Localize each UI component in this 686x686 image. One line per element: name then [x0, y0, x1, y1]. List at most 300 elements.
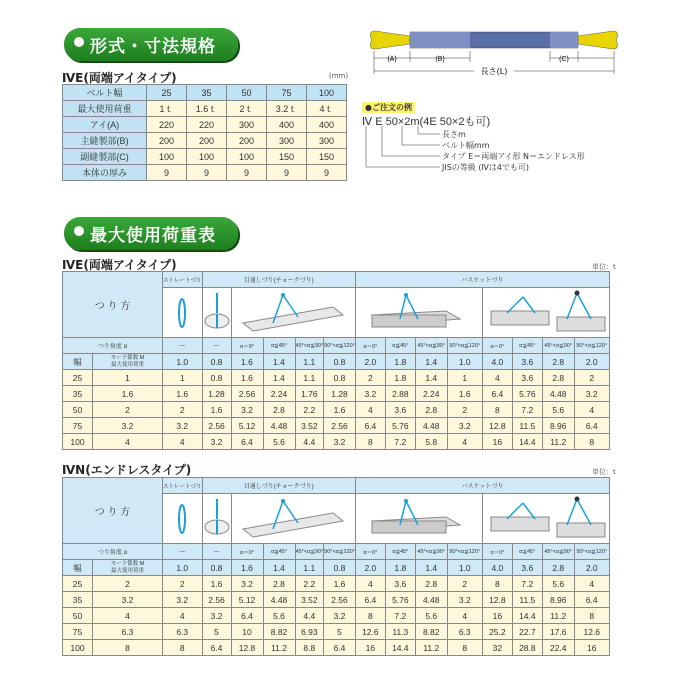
load-cell: 16 — [574, 640, 609, 656]
load-cell: 10 — [231, 624, 263, 640]
label-l: 長さ(L) — [480, 67, 508, 76]
load-cell: 2.8 — [263, 576, 295, 592]
basket-illustration-2 — [482, 288, 609, 338]
choke-sling-icon — [203, 289, 231, 335]
angle-cell: 90°<α≦120° — [574, 544, 609, 560]
angle-cell: — — [202, 338, 231, 354]
mode-cell: 2.0 — [574, 354, 609, 370]
table-e-unit: 単位：t — [592, 263, 616, 271]
spec-cell: 3.2ｔ — [267, 101, 307, 117]
load-cell: 1.8 — [385, 370, 415, 386]
mode-cell: 3.6 — [512, 354, 542, 370]
mode-cell: 2.8 — [542, 354, 574, 370]
load-cell: 8.82 — [415, 624, 447, 640]
load-cell: 7.2 — [385, 434, 415, 450]
load-cell: 1.28 — [324, 386, 356, 402]
spec-cell: 220 — [187, 117, 227, 133]
table-row — [63, 624, 610, 640]
load-cell: 32 — [482, 640, 512, 656]
choke-illustration-2 — [231, 494, 355, 544]
table-row — [63, 418, 610, 434]
load-cell: 1.6 — [324, 576, 356, 592]
mode-cell: 1.0 — [163, 560, 203, 576]
mode-cell: 1.8 — [385, 354, 415, 370]
spec-row-label: ベルト幅 — [63, 85, 147, 101]
spec-row-label: 副縫製部(C) — [63, 149, 147, 165]
spec-cell: 400 — [307, 117, 347, 133]
spec-header-row — [63, 85, 347, 101]
width-cell: 35 — [63, 386, 93, 402]
table-e-title: ⅣE(両端アイタイプ) — [62, 258, 177, 272]
load-cell: 2.56 — [231, 386, 263, 402]
mode-cell: 1.8 — [385, 560, 415, 576]
spec-cell: 100 — [227, 149, 267, 165]
mode-cell: 1.4 — [415, 560, 447, 576]
load-cell: 2.8 — [415, 576, 447, 592]
load-cell: 2.56 — [202, 592, 231, 608]
load-cell: 5.6 — [542, 576, 574, 592]
width-cell: 50 — [63, 402, 93, 418]
load-cell: 12.8 — [231, 640, 263, 656]
load-cell: 8.82 — [263, 624, 295, 640]
spec-row-label: 主縫製部(B) — [63, 133, 147, 149]
label-b: (B) — [435, 56, 445, 63]
load-cell: 1 — [163, 370, 203, 386]
load-cell: 11.2 — [542, 608, 574, 624]
width-cell: 25 — [63, 576, 93, 592]
load-cell: 0.8 — [324, 370, 356, 386]
label-c: (C) — [559, 56, 569, 63]
load-cell: 5.12 — [231, 418, 263, 434]
spec-row-label: アイ(A) — [63, 117, 147, 133]
header-row-top — [63, 272, 610, 288]
load-cell: 2 — [447, 576, 482, 592]
spec-cell: 200 — [147, 133, 187, 149]
load-cell: 11.2 — [263, 640, 295, 656]
table-n-title: ⅣN(エンドレスタイプ) — [62, 463, 192, 477]
load-cell: 3.2 — [163, 592, 203, 608]
spec-cell: 9 — [227, 165, 267, 181]
table-row — [63, 640, 610, 656]
load-cell: 6.3 — [447, 624, 482, 640]
spec-cell: 300 — [267, 133, 307, 149]
load-cell: 6.4 — [355, 592, 385, 608]
spec-row-label: 最大使用荷重 — [63, 101, 147, 117]
choke-angle-sling-icon — [233, 289, 353, 335]
angle-cell: 45°<α≦90° — [415, 544, 447, 560]
angle-cell: α＝0° — [231, 544, 263, 560]
load-cell: 4 — [447, 608, 482, 624]
load-cell: 4.48 — [263, 592, 295, 608]
load-cell: 3.2 — [324, 434, 356, 450]
spec-cell: 1ｔ — [147, 101, 187, 117]
load-cell: 11.5 — [512, 592, 542, 608]
load-cell: 3.6 — [385, 576, 415, 592]
load-cell: 4.48 — [415, 592, 447, 608]
angle-cell: — — [163, 338, 203, 354]
order-note-2: ベルト幅mm — [442, 141, 490, 150]
load-cell: 14.4 — [385, 640, 415, 656]
load-cell: 1.6 — [163, 386, 203, 402]
mode-cell: 3.6 — [512, 560, 542, 576]
load-cell: 2 — [447, 402, 482, 418]
load-cell: 5.6 — [263, 608, 295, 624]
spec-row-label: 本体の厚み — [63, 165, 147, 181]
angle-cell: α≦45° — [512, 338, 542, 354]
load-cell: 5.76 — [385, 418, 415, 434]
choke-sling-icon — [203, 495, 231, 541]
order-leader-lines — [362, 126, 442, 176]
choke-angle-sling-icon — [233, 495, 353, 541]
method-header: つ り 方 — [63, 478, 163, 544]
load-cell: 4.48 — [542, 386, 574, 402]
load-cell: 5.6 — [263, 434, 295, 450]
straight-header: ストレートづり — [163, 272, 203, 288]
mode-cell: 0.8 — [324, 354, 356, 370]
spec-table — [62, 84, 347, 181]
load-cell: 5.12 — [231, 592, 263, 608]
width-cell: 50 — [63, 608, 93, 624]
width-cell: 100 — [63, 640, 93, 656]
load-cell: 4 — [447, 434, 482, 450]
mode-row — [63, 354, 610, 370]
mode-cell: 1.0 — [163, 354, 203, 370]
load-cell: 7.2 — [385, 608, 415, 624]
load-cell: 12.6 — [355, 624, 385, 640]
spec-cell: 200 — [227, 133, 267, 149]
angle-cell: α≦45° — [263, 338, 295, 354]
spec-cell: 9 — [187, 165, 227, 181]
load-cell: 1.28 — [202, 386, 231, 402]
table-row — [63, 370, 610, 386]
load-cell: 3.2 — [574, 386, 609, 402]
spec-cell: 75 — [267, 85, 307, 101]
straight-illustration — [163, 494, 203, 544]
spec-cell: 1.6ｔ — [187, 101, 227, 117]
load-cell: 7.2 — [512, 402, 542, 418]
basket-illustration-1 — [355, 494, 482, 544]
load-cell: 6.4 — [202, 640, 231, 656]
mode-cell: 1.1 — [295, 560, 324, 576]
mode-cell: 1.6 — [231, 560, 263, 576]
table-n-unit: 単位：t — [592, 468, 616, 476]
angle-row — [63, 544, 610, 560]
load-cell: 12.8 — [482, 418, 512, 434]
angle-cell: α＝0° — [482, 338, 512, 354]
angle-cell: α≦45° — [263, 544, 295, 560]
load-cell: 6.4 — [231, 434, 263, 450]
load-cell: 11.3 — [385, 624, 415, 640]
width-cell: 75 — [63, 418, 93, 434]
angle-cell: α＝0° — [482, 544, 512, 560]
basket-illustration-2 — [482, 494, 609, 544]
width-header: 幅 — [63, 560, 93, 576]
spec-row — [63, 133, 347, 149]
spec-cell: 100 — [307, 85, 347, 101]
load-cell: 5.76 — [385, 592, 415, 608]
load-cell: 4 — [93, 434, 163, 450]
load-cell: 3.6 — [385, 402, 415, 418]
angle-cell: — — [163, 544, 203, 560]
angle-cell: 45°<α≦90° — [295, 544, 324, 560]
spec-row — [63, 101, 347, 117]
load-cell: 2.2 — [295, 576, 324, 592]
spec-cell: 50 — [227, 85, 267, 101]
mode-label: モード係数 M — [110, 561, 145, 568]
spec-row — [63, 149, 347, 165]
load-cell: 6.4 — [574, 418, 609, 434]
spec-cell: 100 — [147, 149, 187, 165]
load-cell: 2.56 — [324, 592, 356, 608]
load-cell: 3.6 — [512, 370, 542, 386]
load-cell: 5 — [324, 624, 356, 640]
angle-cell: α＝0° — [355, 544, 385, 560]
load-cell: 12.8 — [482, 592, 512, 608]
width-header: 幅 — [63, 354, 93, 370]
spec-cell: 35 — [187, 85, 227, 101]
load-cell: 1.1 — [295, 370, 324, 386]
load-cell: 8 — [355, 608, 385, 624]
load-cell: 2 — [163, 402, 203, 418]
spec-row — [63, 165, 347, 181]
spec-cell: 400 — [267, 117, 307, 133]
load-cell: 4 — [355, 576, 385, 592]
load-cell: 2 — [355, 370, 385, 386]
load-cell: 8 — [163, 640, 203, 656]
load-cell: 4.4 — [295, 434, 324, 450]
table-n — [62, 477, 610, 656]
maxload-label: 最大使用荷重 — [110, 567, 144, 574]
basket-sling-icon — [356, 289, 482, 335]
mode-cell: 2.0 — [355, 354, 385, 370]
load-cell: 4 — [574, 402, 609, 418]
load-cell: 25.2 — [482, 624, 512, 640]
load-cell: 1.6 — [324, 402, 356, 418]
load-cell: 1 — [447, 370, 482, 386]
load-cell: 8.96 — [542, 418, 574, 434]
load-cell: 4.48 — [263, 418, 295, 434]
load-cell: 4 — [574, 576, 609, 592]
spec-cell: 2ｔ — [227, 101, 267, 117]
mode-cell: 1.4 — [263, 560, 295, 576]
angle-cell: α≦45° — [385, 338, 415, 354]
table-row — [63, 434, 610, 450]
load-cell: 4.4 — [295, 608, 324, 624]
load-cell: 17.6 — [542, 624, 574, 640]
table-e — [62, 271, 610, 450]
load-cell: 2.8 — [542, 370, 574, 386]
load-cell: 3.2 — [447, 592, 482, 608]
load-cell: 3.2 — [447, 418, 482, 434]
load-cell: 8.96 — [542, 592, 574, 608]
section-title-load: 最大使用荷重表 — [64, 217, 238, 250]
load-cell: 3.2 — [324, 608, 356, 624]
table-row — [63, 592, 610, 608]
load-cell: 3.2 — [202, 608, 231, 624]
angle-cell: 90°<α≦120° — [447, 544, 482, 560]
spec-cell: 100 — [187, 149, 227, 165]
mode-row — [63, 560, 610, 576]
load-cell: 5.6 — [415, 608, 447, 624]
load-cell: 8 — [482, 402, 512, 418]
angle-header: つり角度 α — [63, 544, 163, 560]
load-cell: 22.4 — [542, 640, 574, 656]
angle-cell: 90°<α≦120° — [324, 544, 356, 560]
mode-cell: 1.4 — [263, 354, 295, 370]
angle-row — [63, 338, 610, 354]
load-cell: 5 — [202, 624, 231, 640]
load-cell: 8 — [574, 608, 609, 624]
spec-cell: 9 — [307, 165, 347, 181]
spec-cell: 9 — [147, 165, 187, 181]
load-cell: 1.6 — [231, 370, 263, 386]
maxload-label: 最大使用荷重 — [110, 361, 144, 368]
load-cell: 1.6 — [93, 386, 163, 402]
load-cell: 1.6 — [202, 402, 231, 418]
load-cell: 8 — [447, 640, 482, 656]
choke-illustration-2 — [231, 288, 355, 338]
basket-header: バスケットづり — [355, 478, 609, 494]
angle-cell: 45°<α≦90° — [415, 338, 447, 354]
width-cell: 25 — [63, 370, 93, 386]
load-cell: 1 — [93, 370, 163, 386]
table-row — [63, 608, 610, 624]
mode-cell: 0.8 — [324, 560, 356, 576]
spec-subtitle: ⅣE(両端アイタイプ) — [62, 71, 177, 85]
spec-cell: 9 — [267, 165, 307, 181]
angle-cell: — — [202, 544, 231, 560]
load-cell: 1.76 — [295, 386, 324, 402]
load-cell: 11.2 — [542, 434, 574, 450]
load-cell: 2.8 — [263, 402, 295, 418]
basket-header: バスケットづり — [355, 272, 609, 288]
load-cell: 2 — [93, 576, 163, 592]
spec-unit: (mm) — [329, 72, 349, 80]
method-header: つ り 方 — [63, 272, 163, 338]
load-cell: 8 — [355, 434, 385, 450]
spec-cell: 300 — [227, 117, 267, 133]
load-cell: 2.88 — [385, 386, 415, 402]
mode-cell: 0.8 — [202, 560, 231, 576]
choke-header: 目通しづり(チョークづり) — [202, 478, 355, 494]
straight-sling-icon — [164, 289, 200, 335]
load-cell: 4.48 — [415, 418, 447, 434]
angle-cell: 45°<α≦90° — [542, 338, 574, 354]
basket-sling-icon — [356, 495, 482, 541]
maxload-mode-header — [93, 354, 163, 370]
header-row-top — [63, 478, 610, 494]
order-note-3: タイプ E＝両端アイ形 N＝エンドレス形 — [442, 152, 585, 161]
load-cell: 11.5 — [512, 418, 542, 434]
load-cell: 2 — [163, 576, 203, 592]
load-cell: 4 — [163, 434, 203, 450]
load-cell: 1.6 — [202, 576, 231, 592]
angle-cell: α≦45° — [512, 544, 542, 560]
load-cell: 2 — [574, 370, 609, 386]
order-title: ●ご注文の例 — [362, 102, 415, 113]
spec-cell: 300 — [307, 133, 347, 149]
load-cell: 1.4 — [263, 370, 295, 386]
table-row — [63, 402, 610, 418]
mode-cell: 1.0 — [447, 560, 482, 576]
load-cell: 12.6 — [574, 624, 609, 640]
load-cell: 2.2 — [295, 402, 324, 418]
load-cell: 8 — [93, 640, 163, 656]
load-cell: 2.56 — [202, 418, 231, 434]
mode-cell: 1.0 — [447, 354, 482, 370]
load-cell: 7.2 — [512, 576, 542, 592]
angle-cell: α≦45° — [385, 544, 415, 560]
angle-cell: α＝0° — [231, 338, 263, 354]
mode-cell: 0.8 — [202, 354, 231, 370]
load-cell: 8 — [574, 434, 609, 450]
angle-cell: 45°<α≦90° — [542, 544, 574, 560]
label-a: (A) — [387, 56, 397, 63]
load-cell: 6.3 — [93, 624, 163, 640]
load-cell: 6.4 — [231, 608, 263, 624]
load-cell: 3.2 — [93, 592, 163, 608]
angle-cell: 90°<α≦120° — [447, 338, 482, 354]
load-cell: 5.76 — [512, 386, 542, 402]
spec-cell: 4ｔ — [307, 101, 347, 117]
load-cell: 6.4 — [324, 640, 356, 656]
order-note-1: 長さm — [442, 130, 466, 139]
mode-cell: 4.0 — [482, 354, 512, 370]
load-cell: 3.52 — [295, 418, 324, 434]
load-cell: 5.8 — [415, 434, 447, 450]
load-cell: 1.6 — [447, 386, 482, 402]
load-cell: 2 — [93, 402, 163, 418]
load-cell: 4 — [482, 370, 512, 386]
load-cell: 6.93 — [295, 624, 324, 640]
order-note-4: JISの等級 (Ⅳは4でも可) — [442, 163, 530, 172]
spec-row — [63, 117, 347, 133]
load-cell: 0.8 — [202, 370, 231, 386]
load-cell: 5.6 — [542, 402, 574, 418]
spec-cell: 25 — [147, 85, 187, 101]
load-cell: 16 — [482, 434, 512, 450]
load-cell: 6.3 — [163, 624, 203, 640]
load-cell: 2.8 — [415, 402, 447, 418]
load-cell: 8.8 — [295, 640, 324, 656]
width-cell: 35 — [63, 592, 93, 608]
order-code: Ⅳ E 50×2m(4E 50×2も可) — [362, 116, 491, 128]
load-cell: 16 — [355, 640, 385, 656]
load-cell: 2.24 — [263, 386, 295, 402]
load-cell: 6.4 — [482, 386, 512, 402]
angle-header: つり角度 α — [63, 338, 163, 354]
choke-illustration-1 — [202, 494, 231, 544]
sling-dimension-diagram — [362, 24, 626, 80]
load-cell: 8 — [482, 576, 512, 592]
table-row — [63, 386, 610, 402]
mode-cell: 2.0 — [574, 560, 609, 576]
mode-cell: 1.4 — [415, 354, 447, 370]
basket-double-sling-icon — [483, 495, 609, 541]
load-cell: 2.56 — [324, 418, 356, 434]
mode-cell: 2.0 — [355, 560, 385, 576]
table-row — [63, 576, 610, 592]
maxload-mode-header — [93, 560, 163, 576]
spec-cell: 200 — [187, 133, 227, 149]
load-cell: 22.7 — [512, 624, 542, 640]
basket-double-sling-icon — [483, 289, 609, 335]
angle-cell: 90°<α≦120° — [324, 338, 356, 354]
load-cell: 3.2 — [163, 418, 203, 434]
mode-cell: 1.6 — [231, 354, 263, 370]
straight-illustration — [163, 288, 203, 338]
mode-cell: 4.0 — [482, 560, 512, 576]
